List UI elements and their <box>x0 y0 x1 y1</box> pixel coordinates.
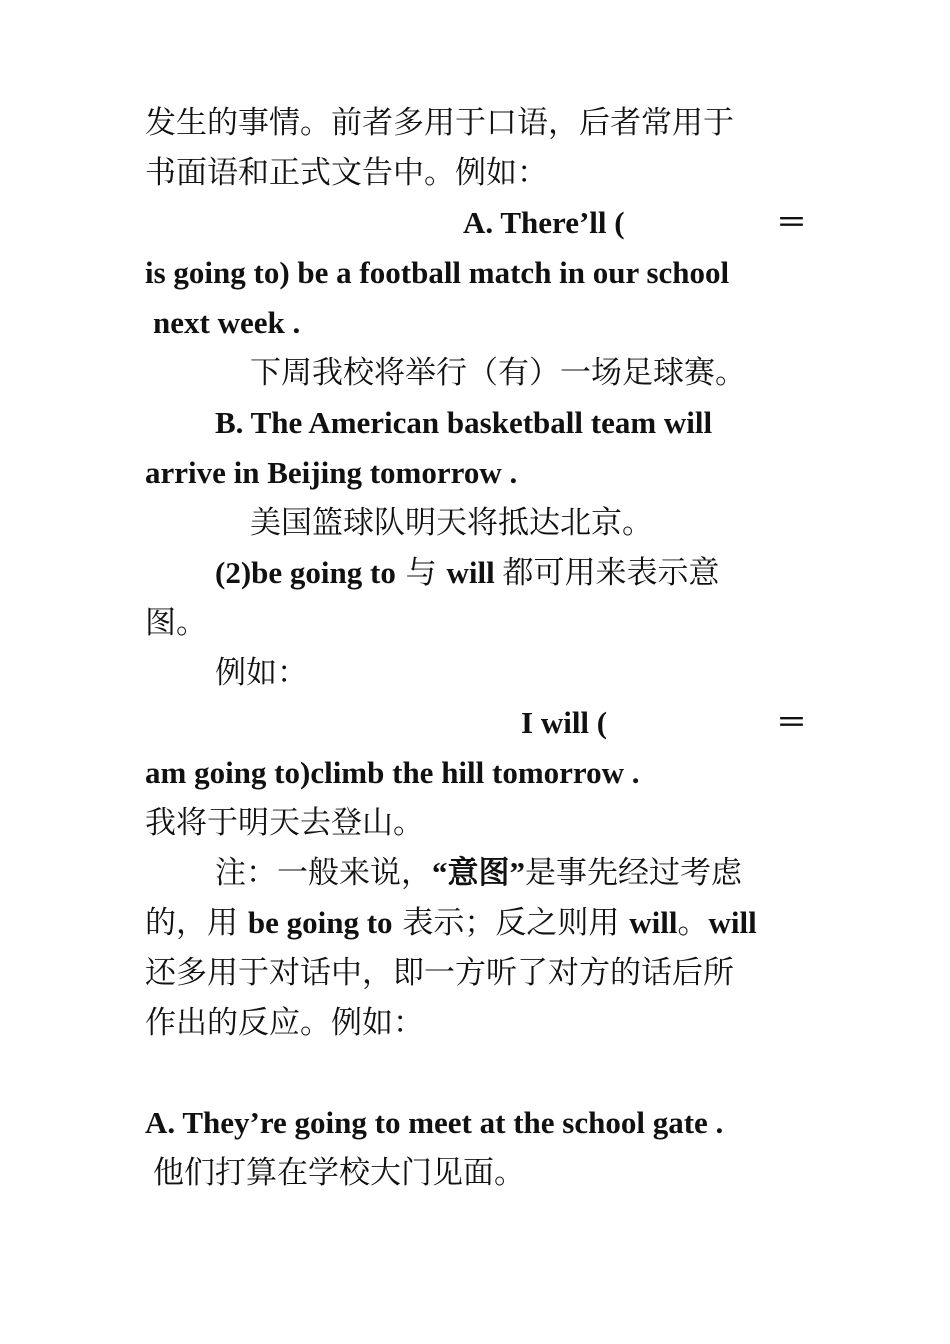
note-term: be going to <box>247 905 393 940</box>
note-quote: “意图” <box>432 855 525 890</box>
example-c-sentence: am going to)climb the hill tomorrow . <box>145 755 640 790</box>
note-line-1 <box>145 848 807 898</box>
note-text: 注：一般来说， <box>215 855 432 891</box>
note-line-2 <box>145 898 807 948</box>
example-d-sentence: A. They’re going to meet at the school gate . <box>145 1105 724 1140</box>
example-c-label: I will ( <box>521 705 608 740</box>
text-line: 发生的事情。前者多用于口语，后者常用于 <box>145 105 734 141</box>
blank-line <box>145 1048 807 1098</box>
example-b-sentence: B. The American basketball team will <box>215 405 713 440</box>
note-line-4: 作出的反应。例如： <box>145 1005 424 1041</box>
text-line: 书面语和正式文告中。例如： <box>145 155 548 191</box>
example-d-translation: 他们打算在学校大门见面。 <box>153 1155 525 1191</box>
point-2-number: (2)be going to <box>215 555 396 590</box>
example-a-head <box>145 198 807 248</box>
point-2-heading <box>145 548 807 598</box>
point-2-text: 与 <box>395 555 447 591</box>
note-term: will <box>629 905 678 940</box>
point-2-will: will <box>446 555 503 590</box>
example-b-translation: 美国篮球队明天将抵达北京。 <box>250 505 653 541</box>
point-2-text-rest: 都可用来表示意 <box>502 555 720 591</box>
note-term: will <box>708 905 757 940</box>
example-a-label: A. There’ll ( <box>463 205 625 240</box>
note-text: 表示；反之则用 <box>392 905 630 941</box>
example-c-translation: 我将于明天去登山。 <box>145 805 424 841</box>
example-a-translation: 下周我校将举行（有）一场足球赛。 <box>250 355 746 391</box>
point-2-wrap: 图。 <box>145 605 207 641</box>
note-text: 。 <box>677 905 709 941</box>
note-line-3: 还多用于对话中，即一方听了对方的话后所 <box>145 955 734 991</box>
example-c-head <box>145 698 807 748</box>
example-a-sentence-end: next week . <box>153 305 301 340</box>
example-label: 例如： <box>215 655 308 691</box>
equals-sign: ＝ <box>776 205 807 240</box>
example-b-sentence-end: arrive in Beijing tomorrow . <box>145 455 518 490</box>
note-text: 的，用 <box>145 905 248 941</box>
note-text: 是事先经过考虑 <box>525 855 742 891</box>
document-page <box>145 98 807 1198</box>
equals-sign: ＝ <box>776 705 807 740</box>
example-a-sentence: is going to) be a football match in our school <box>145 255 730 290</box>
